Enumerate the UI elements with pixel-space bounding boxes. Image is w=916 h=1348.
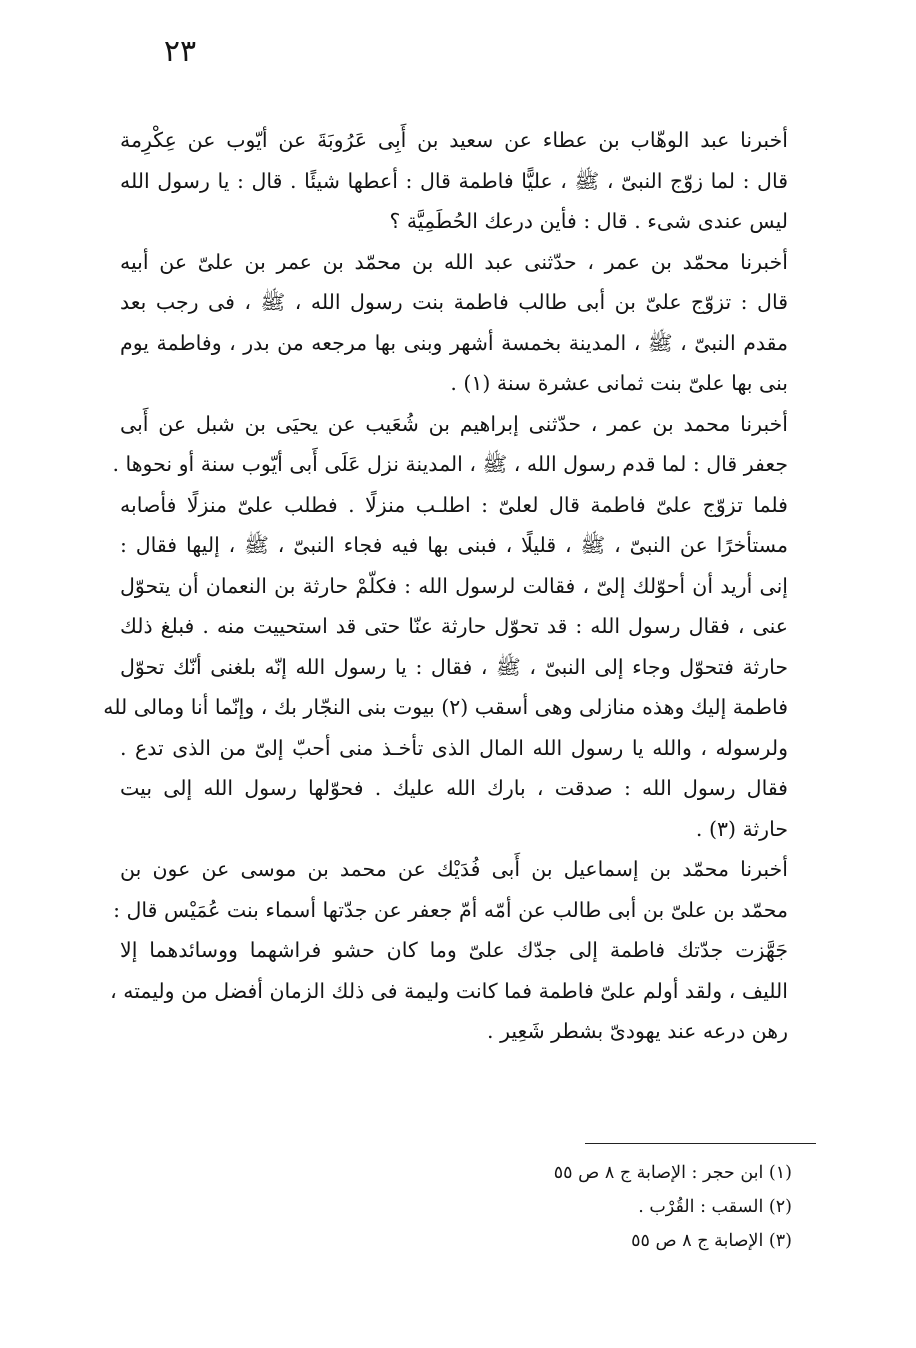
text-line: بنى بها علىّ بنت ثمانى عشرة سنة (١) . (450, 371, 788, 395)
paragraph-1 (120, 120, 816, 242)
main-text (103, 120, 816, 1052)
text-line: فقال رسول الله : صدقت ، بارك الله عليك . فحوّلها رسول الله إلى بيت (120, 776, 788, 800)
text-line: عنى ، فقال رسول الله : قد تحوّل حارثة عنّا حتى قد استحييت منه . فبلغ ذلك (120, 614, 788, 638)
text-line: حارثة (٣) . (695, 816, 788, 841)
text-line: محمّد بن علىّ بن أبى طالب عن أمّه أمّ جعفر عن جدّتها أسماء بنت عُمَيْس قال : (113, 897, 788, 922)
paragraph-3 (103, 404, 816, 850)
text-line: فاطمة إليك وهذه منازلى وهى أسقب (٢) بيوت بنى النجّار بك ، وإنّما أنا ومالى لله (103, 695, 788, 719)
text-line: قال : تزوّج علىّ بن أبى طالب فاطمة بنت رسول الله ، ﷺ ، فى رجب بعد (120, 290, 788, 314)
text-line: ليس عندى شىء . قال : فأين درعك الحُطَمِيَّة ؟ (389, 209, 788, 233)
text-line: الليف ، ولقد أولم علىّ فاطمة فما كانت وليمة فى ذلك الزمان أفضل من وليمته ، (110, 978, 788, 1003)
footnote-3: (٣) الإصابة ج ٨ ص ٥٥ (631, 1231, 792, 1251)
footnotes (420, 1156, 792, 1258)
paragraph-2 (120, 242, 816, 404)
footnote-divider (585, 1143, 816, 1144)
text-line: أخبرنا عبد الوهّاب بن عطاء عن سعيد بن أَبِى عَرُوبَةَ عن أيّوب عن عِكْرِمة (120, 128, 788, 152)
footnote-2: (٢) السقب : القُرْب . (638, 1197, 792, 1217)
text-line: أخبرنا محمّد بن عمر ، حدّثنى عبد الله بن محمّد بن عمر بن علىّ عن أبيه (120, 249, 788, 274)
text-line: مقدم النبىّ ، ﷺ ، المدينة بخمسة أشهر وبنى بها مرجعه من بدر ، وفاطمة يوم (120, 330, 788, 355)
text-line: قال : لما زوّج النبىّ ، ﷺ ، عليًّا فاطمة قال : أعطها شيئًا . قال : يا رسول الله (120, 168, 788, 193)
text-line: جَهَّزت جدّتك فاطمة إلى جدّك علىّ وما كان حشو فراشهما ووسائدهما إلا (120, 938, 788, 962)
paragraph-4 (110, 849, 816, 1052)
text-line: حارثة فتحوّل وجاء إلى النبىّ ، ﷺ ، فقال : يا رسول الله إنّه بلغنى أنّك تحوّل (120, 654, 788, 679)
text-line: مستأخرًا عن النبىّ ، ﷺ ، قليلًا ، فبنى بها فيه فجاء النبىّ ، ﷺ ، إليها فقال : (120, 533, 788, 557)
text-line: إنى أريد أن أحوّلك إلىّ ، فقالت لرسول الله : فكلّمْ حارثة بن النعمان أن يتحوّل (120, 573, 788, 598)
text-line: رهن درعه عند يهودىّ بشطر شَعِير . (487, 1019, 788, 1043)
text-line: أخبرنا محمّد بن إسماعيل بن أَبى فُدَيْك عن محمد بن موسى عن عون بن (120, 857, 788, 881)
text-line: أخبرنا محمد بن عمر ، حدّثنى إبراهيم بن شُعَيب عن يحيَى بن شبل عن أَبى (120, 411, 788, 436)
text-line: جعفر قال : لما قدم رسول الله ، ﷺ ، المدينة نزل عَلَى أَبى أيّوب سنة أو نحوها . (112, 452, 788, 476)
text-line: فلما تزوّج علىّ فاطمة قال لعلىّ : اطلـب منزلًا . فطلب علىّ منزلًا فأصابه (120, 492, 788, 517)
page-number: ٢٣ (163, 34, 197, 69)
text-line: ولرسوله ، والله يا رسول الله المال الذى تأخـذ منى أحبّ إلىّ من الذى تدع . (120, 735, 788, 760)
footnote-1: (١) ابن حجر : الإصابة ج ٨ ص ٥٥ (553, 1163, 792, 1183)
